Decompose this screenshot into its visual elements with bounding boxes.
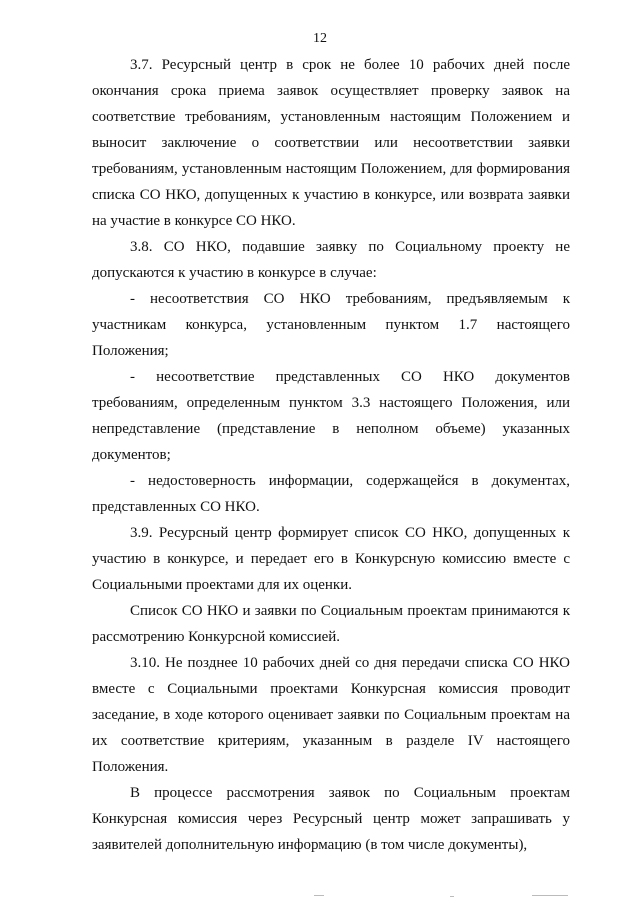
paragraph-3-10: 3.10. Не позднее 10 рабочих дней со дня передачи списка СО НКО вместе с Социальными проектами Конкурсная комиссия проводит заседание, в ходе которого оценивает заявки по Социальным проектам на их соответствие критериям, указанным в разделе IV настоящего Положения. [92, 655, 570, 775]
list-item-unreliable-info: - недостоверность информации, содержащейся в документах, представленных СО НКО. [92, 473, 570, 515]
document-body [92, 52, 570, 858]
scan-artifact [300, 893, 600, 899]
list-item-nonconformity-documents: - несоответствие представленных СО НКО документов требованиям, определенным пунктом 3.3 настоящего Положения, или непредставление (представление в неполном объеме) указанных документов; [92, 369, 570, 463]
paragraph-3-7: 3.7. Ресурсный центр в срок не более 10 рабочих дней после окончания срока приема заявок осуществляет проверку заявок на соответствие требованиям, установленным настоящим Положением и выносит заключение о соответствии или несоответствии заявки требованиям, установленным настоящим Положением, для формирования списка СО НКО, допущенных к участию в конкурсе, или возврата заявки на участие в конкурсе СО НКО. [92, 57, 570, 229]
list-item-nonconformity-participants: - несоответствия СО НКО требованиям, предъявляемым к участникам конкурса, установленным пунктом 1.7 настоящего Положения; [92, 291, 570, 359]
paragraph-list-review: Список СО НКО и заявки по Социальным проектам принимаются к рассмотрению Конкурсной комиссией. [92, 603, 570, 645]
page-number: 12 [313, 31, 327, 46]
paragraph-3-9: 3.9. Ресурсный центр формирует список СО НКО, допущенных к участию в конкурсе, и передает его в Конкурсную комиссию вместе с Социальными проектами для их оценки. [92, 525, 570, 593]
paragraph-3-8: 3.8. СО НКО, подавшие заявку по Социальному проекту не допускаются к участию в конкурсе в случае: [92, 239, 570, 281]
paragraph-review-process: В процессе рассмотрения заявок по Социальным проектам Конкурсная комиссия через Ресурсный центр может запрашивать у заявителей дополнительную информацию (в том числе документы), [92, 785, 570, 853]
